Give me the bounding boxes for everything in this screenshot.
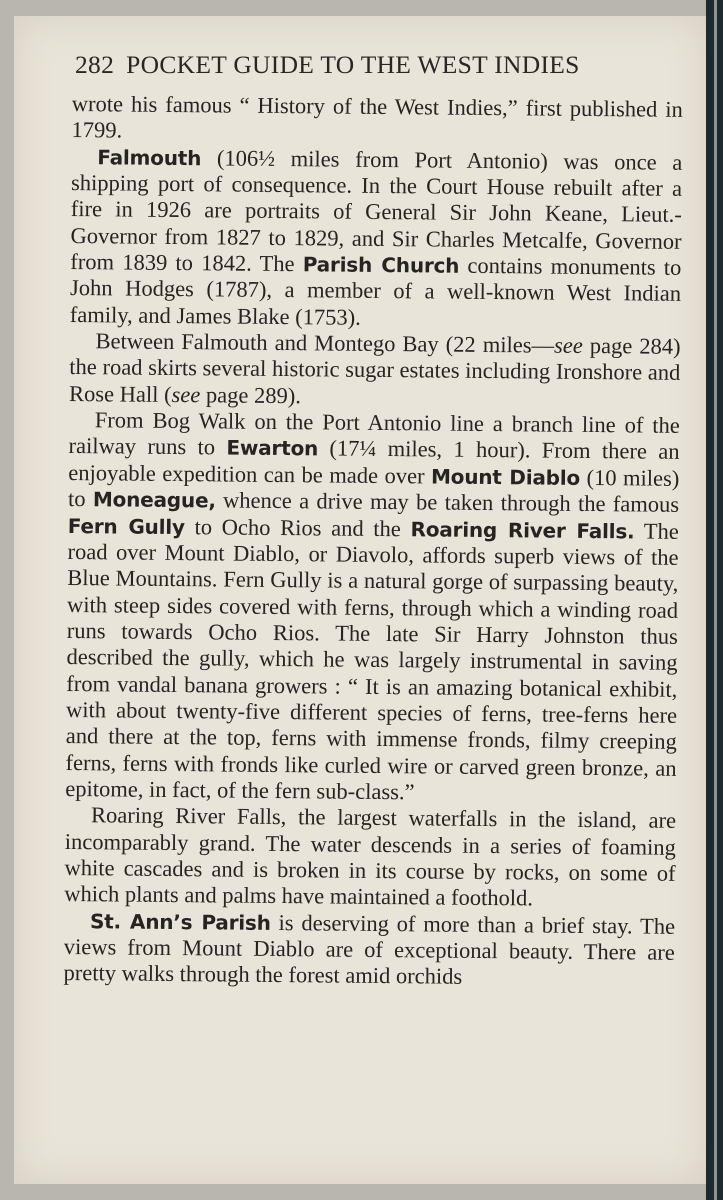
text-run: (106½ miles from Port Antonio) was once a shipping port of consequence. In the Court House rebuilt after a fire in 1926 are portraits of General Sir John Keane, Lieut.-Governor from 1827 to 1829, and Sir Charles Metcalfe, Governor from 1839 to 1842. The: [70, 144, 683, 277]
page-number: 282: [75, 50, 115, 79]
text-run: page 284) the road skirts several historic sugar estates including Ironshore and Rose Hall (: [68, 333, 681, 407]
paragraph: [69, 328, 681, 413]
text-run: to Ocho Rios and the: [184, 513, 411, 541]
paragraph: [63, 908, 675, 993]
bold-term: Roaring River Falls.: [410, 516, 635, 543]
italic-text: see: [553, 332, 583, 359]
text-run: page 289).: [200, 382, 302, 408]
paragraph: [71, 91, 682, 150]
bold-term: Fern Gully: [67, 513, 185, 539]
text-run: Roaring River Falls, the largest waterfalls in the island, are incomparably grand. The water descends in a series of foaming white cascades and is broken in its course by rocks, on some of which plants and palms have maintained a foothold.: [64, 802, 677, 911]
bold-term: Falmouth: [97, 144, 202, 170]
binding-edge-highlight: [714, 0, 717, 1200]
text-run: wrote his famous “ History of the West Indies,” first published in 1799.: [71, 91, 683, 143]
bold-term: Moneague,: [92, 487, 216, 513]
text-run: (10 miles) to: [67, 464, 680, 512]
paragraph: [64, 802, 676, 913]
body-text: [63, 91, 683, 993]
running-head: [75, 50, 685, 80]
book-binding-edge: [706, 0, 723, 1200]
text-run: From Bog Walk on the Port Antonio line a branch line of the railway runs to: [68, 407, 680, 460]
page-bottom-margin: [0, 1184, 706, 1200]
italic-text: see: [171, 381, 201, 408]
text-run: is deserving of more than a brief stay. The views from Mount Diablo are of exceptional beauty. There are pretty walks through the forest amid orchids: [63, 909, 676, 990]
paragraph: [65, 407, 680, 808]
text-run: (17¼ miles, 1 hour). From there an enjoyable expedition can be made over: [68, 435, 680, 489]
paragraph: [70, 144, 683, 334]
bold-term: Parish Church: [302, 252, 460, 278]
text-run: whence a drive may be taken through the famous: [215, 487, 680, 518]
bold-term: Mount Diablo: [430, 464, 581, 490]
text-run: contains monuments to John Hodges (1787), a member of a well-known West Indian family, and James Blake (1753).: [69, 252, 682, 330]
bold-term: Ewarton: [226, 435, 319, 461]
text-run: Between Falmouth and Montego Bay (22 miles—: [95, 328, 555, 358]
text-run: The road over Mount Diablo, or Diavolo, affords superb views of the Blue Mountains. Fern Gully is a natural gorge of surpassing beauty, with steep sides covered with ferns, through which a winding road runs towards Ocho Rios. The late Sir Harry Johnston thus described the gully, which he was largely instrumental in saving from vandal banana growers : “ It is an amazing botanical exhibit, with about twenty-five different species of ferns, tree-ferns here and there at the top, ferns with immense fronds, filmy creeping ferns, ferns with fronds like curled wire or carved green bronze, an epitome, in fact, of the fern sub-class.”: [65, 517, 679, 805]
running-title: POCKET GUIDE TO THE WEST INDIES: [126, 50, 580, 79]
bold-term: St. Ann’s Parish: [89, 908, 271, 935]
